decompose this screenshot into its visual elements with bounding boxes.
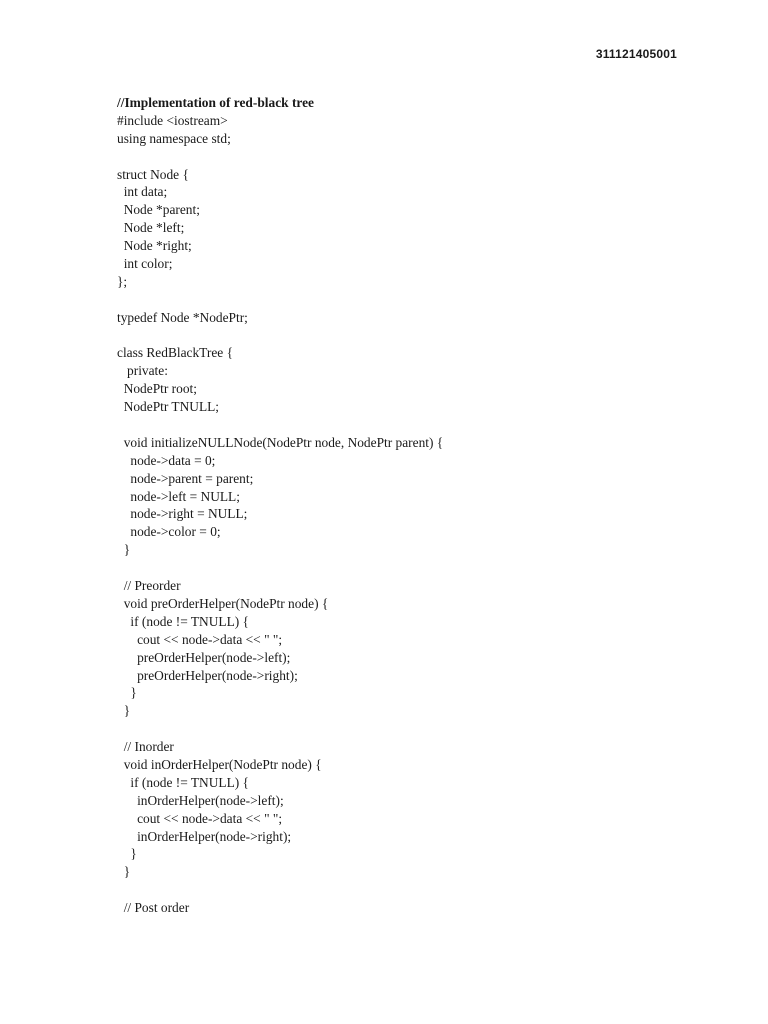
code-line: } (117, 846, 137, 862)
code-line: inOrderHelper(node->right); (117, 828, 292, 844)
code-line (117, 559, 443, 577)
code-line: class RedBlackTree { (117, 345, 234, 361)
code-line (117, 148, 443, 166)
code-line: preOrderHelper(node->right); (117, 667, 298, 683)
code-line: int color; (117, 256, 173, 272)
code-line: NodePtr TNULL; (117, 399, 220, 415)
code-line: // Preorder (117, 578, 181, 594)
code-line: inOrderHelper(node->left); (117, 792, 284, 808)
code-line: } (117, 703, 131, 719)
code-line: } (117, 685, 137, 701)
code-line: private: (117, 363, 168, 379)
code-line: void initializeNULLNode(NodePtr node, NodePtr parent) { (117, 434, 444, 450)
code-line: typedef Node *NodePtr; (117, 309, 248, 325)
code-line: node->color = 0; (117, 524, 221, 540)
code-line: struct Node { (117, 166, 189, 182)
code-line: Node *parent; (117, 202, 200, 218)
code-line: if (node != TNULL) { (117, 774, 249, 790)
code-line: } (117, 864, 131, 880)
code-line: void preOrderHelper(NodePtr node) { (117, 595, 329, 611)
code-line: //Implementation of red-black tree (117, 95, 314, 110)
code-line: #include <iostream> (117, 112, 228, 128)
code-line: int data; (117, 184, 168, 200)
page-header-id: 311121405001 (595, 47, 677, 61)
code-line (117, 720, 443, 738)
code-line: node->left = NULL; (117, 488, 240, 504)
code-line: preOrderHelper(node->left); (117, 649, 291, 665)
code-line: using namespace std; (117, 130, 231, 146)
code-line: if (node != TNULL) { (117, 613, 249, 629)
code-listing (117, 94, 443, 917)
code-line: cout << node->data << " "; (117, 810, 283, 826)
code-line: void inOrderHelper(NodePtr node) { (117, 756, 322, 772)
code-line: node->right = NULL; (117, 506, 248, 522)
code-line: }; (117, 273, 128, 289)
code-line: // Post order (117, 900, 190, 916)
code-line: node->data = 0; (117, 452, 216, 468)
code-line: } (117, 542, 131, 558)
code-line: cout << node->data << " "; (117, 631, 283, 647)
code-line (117, 416, 443, 434)
code-line: Node *right; (117, 238, 192, 254)
code-line (117, 327, 443, 345)
code-line: NodePtr root; (117, 381, 197, 397)
code-line: node->parent = parent; (117, 470, 254, 486)
code-line: // Inorder (117, 739, 174, 755)
code-line: Node *left; (117, 220, 185, 236)
code-line (117, 881, 443, 899)
code-line (117, 291, 443, 309)
